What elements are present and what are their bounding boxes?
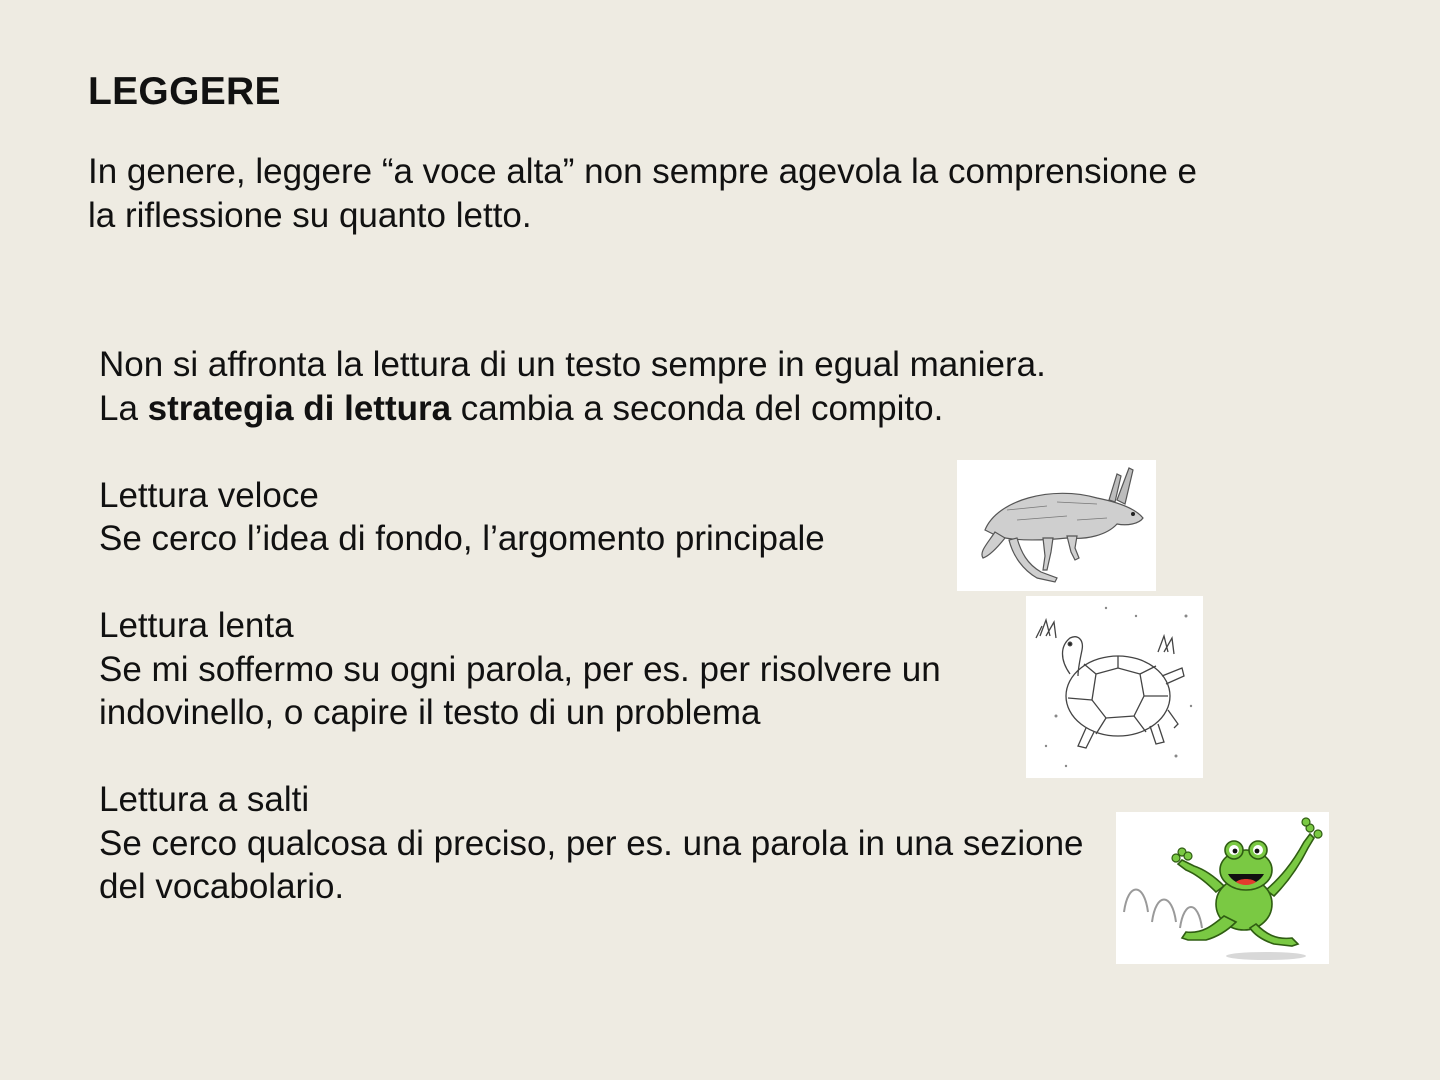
section-heading-fast: Lettura veloce <box>99 475 319 515</box>
frog-icon <box>1116 812 1329 964</box>
text-segment: La <box>99 388 148 428</box>
hare-illustration <box>957 460 1156 591</box>
intro-line: In genere, leggere “a voce alta” non sempre agevola la comprensione e <box>88 152 1198 191</box>
intro-line: la riflessione su quanto letto. <box>88 196 532 235</box>
section-heading-skip: Lettura a salti <box>99 780 310 819</box>
slide-title: LEGGERE <box>88 70 281 113</box>
reading-strategies <box>99 343 1119 909</box>
strategy-intro-line <box>99 387 1119 431</box>
section-text-skip: del vocabolario. <box>99 867 345 906</box>
section-heading-slow: Lettura lenta <box>99 606 294 645</box>
hare-icon <box>957 460 1156 591</box>
turtle-icon <box>1026 596 1203 778</box>
intro-paragraph <box>88 150 1288 238</box>
text-segment: cambia a seconda del compito. <box>451 388 944 428</box>
section-text-skip: Se cerco qualcosa di preciso, per es. una parola in una sezione <box>99 823 1084 863</box>
strategy-emphasis: strategia di lettura <box>147 388 452 428</box>
frog-illustration <box>1116 812 1329 964</box>
section-text-slow: indovinello, o capire il testo di un problema <box>99 693 761 732</box>
strategy-intro-line: Non si affronta la lettura di un testo sempre in egual maniera. <box>99 345 1046 384</box>
section-text-fast: Se cerco l’idea di fondo, l’argomento principale <box>99 519 825 558</box>
section-text-slow: Se mi soffermo su ogni parola, per es. per risolvere un <box>99 649 941 689</box>
turtle-illustration <box>1026 596 1203 778</box>
